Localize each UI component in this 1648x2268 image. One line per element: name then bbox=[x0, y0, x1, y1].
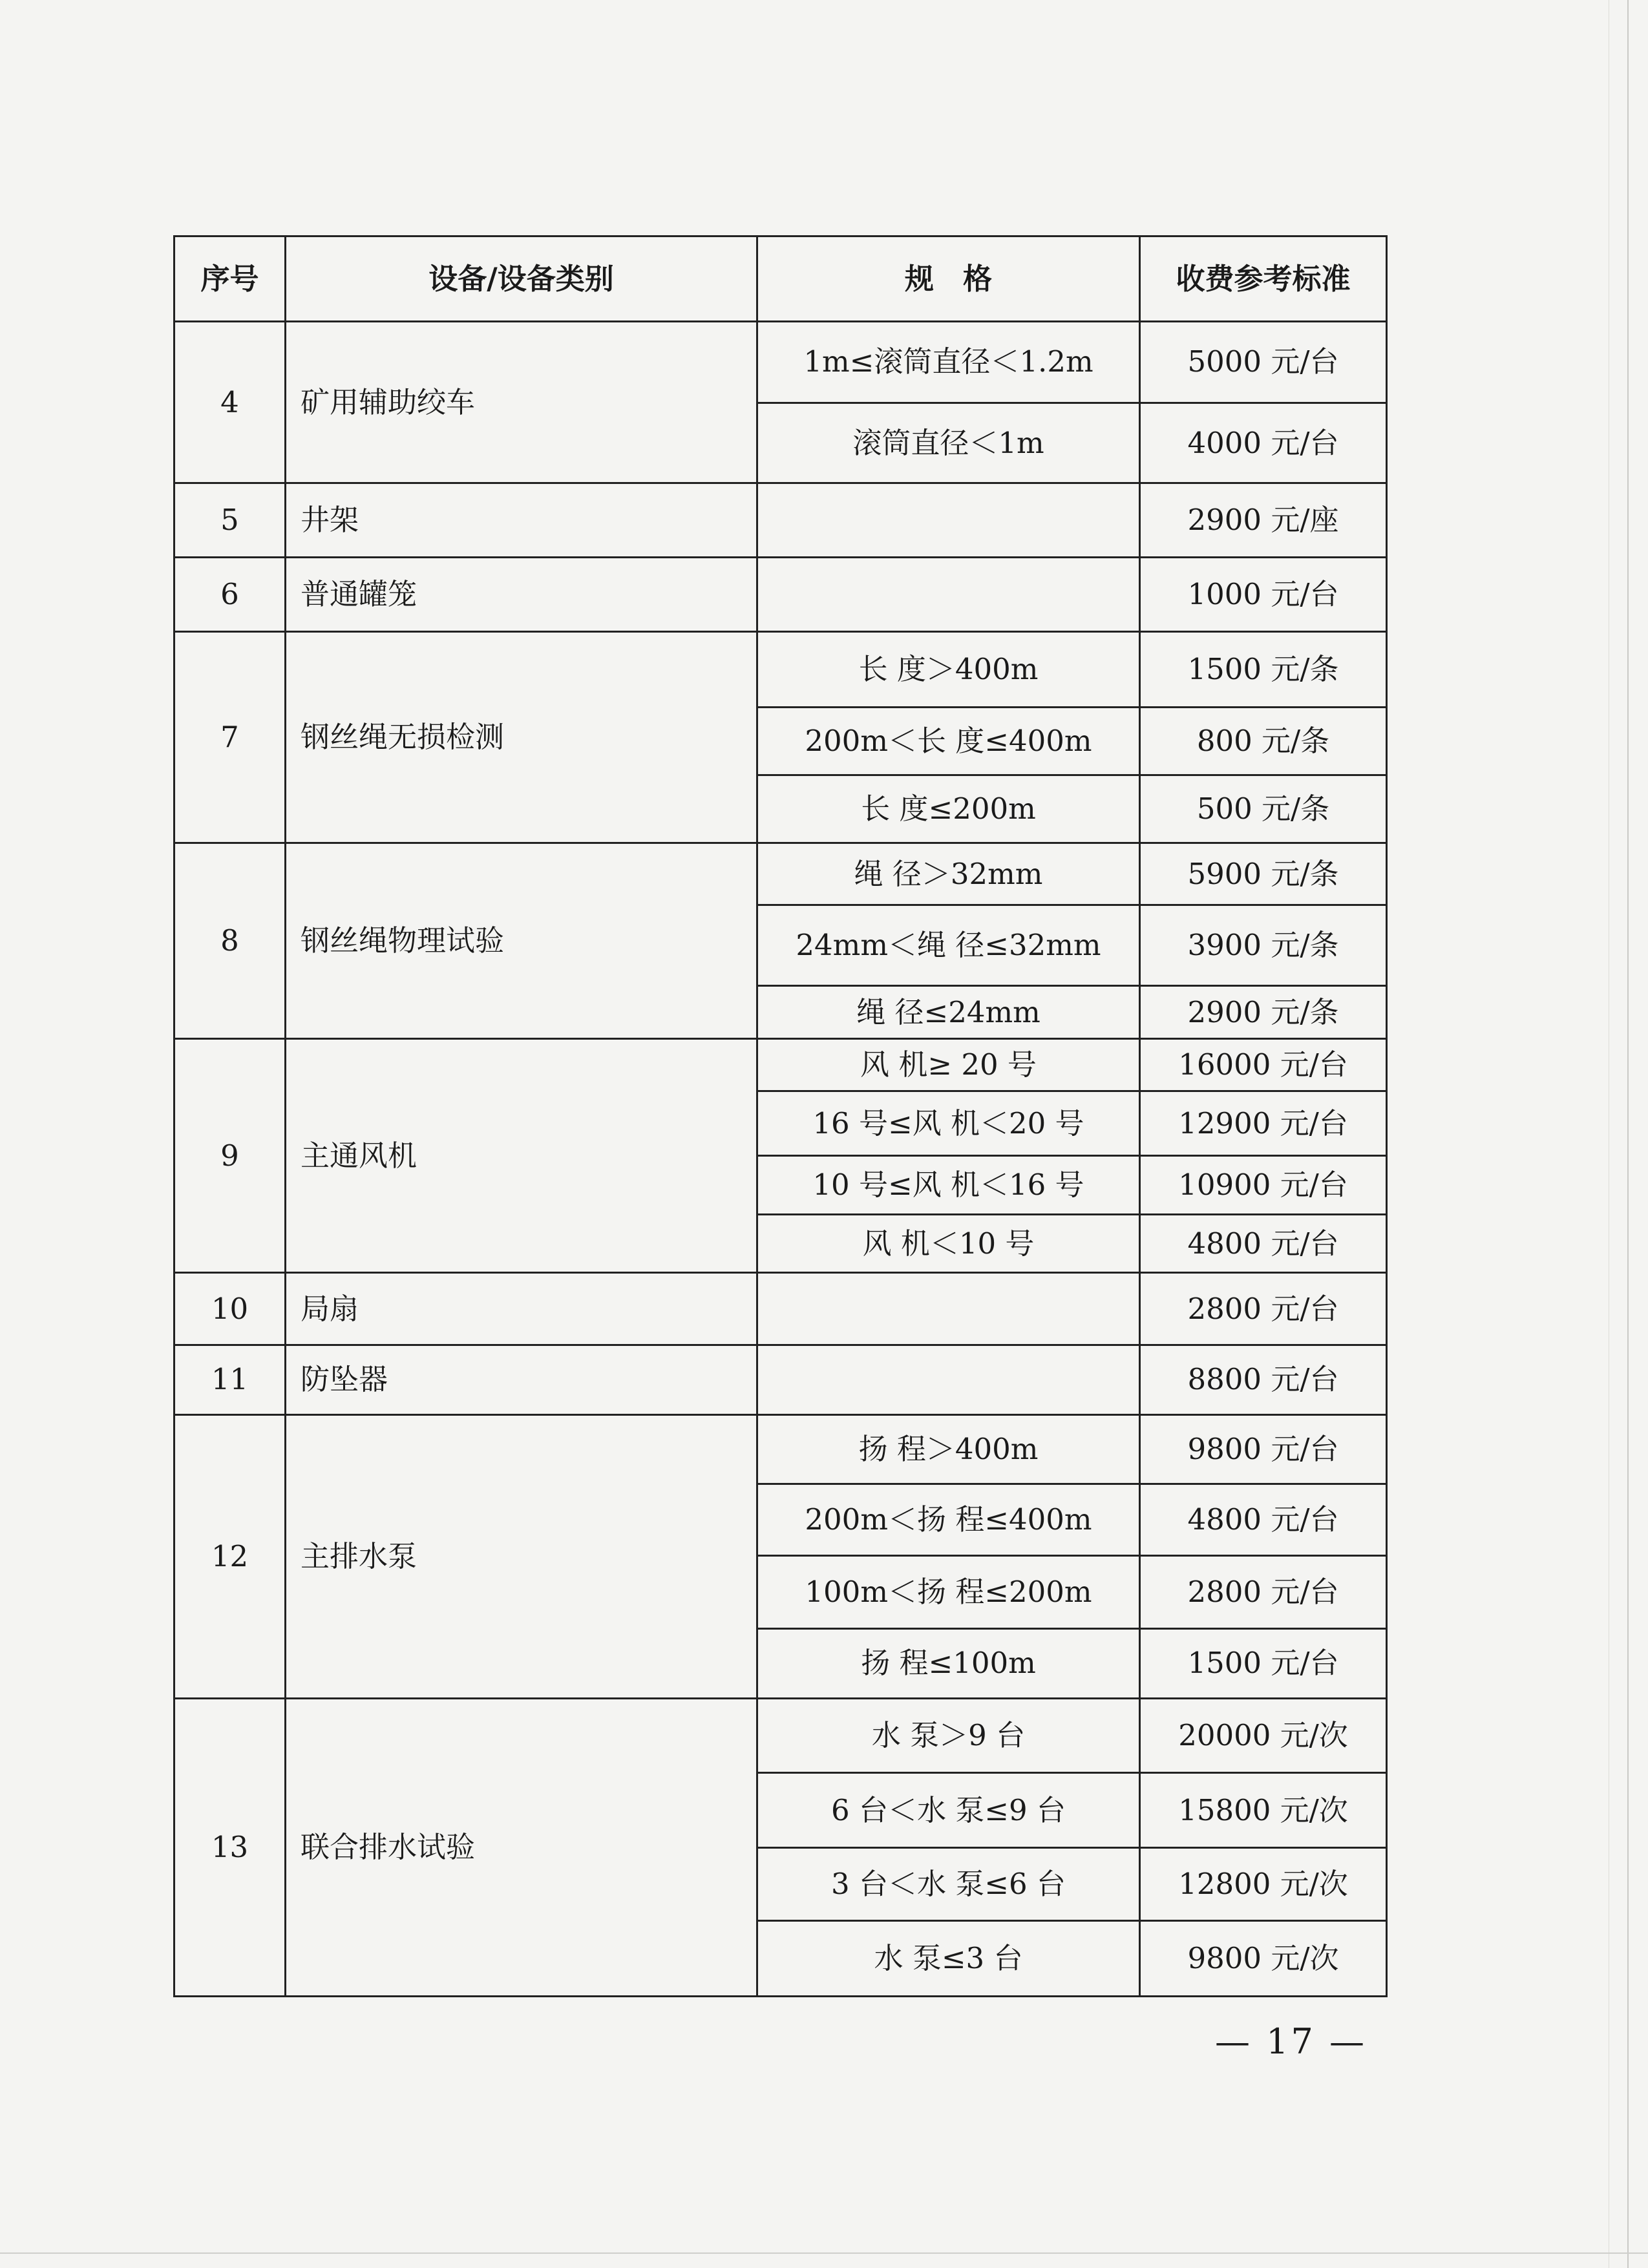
serial-number-cell: 8 bbox=[174, 843, 286, 1039]
page-edge bbox=[0, 2252, 1648, 2254]
serial-number-cell: 9 bbox=[174, 1039, 286, 1273]
header-serial-number: 序号 bbox=[174, 236, 286, 322]
equipment-category-cell: 防坠器 bbox=[286, 1345, 757, 1415]
specification-cell: 长 度＞400m bbox=[757, 631, 1140, 708]
table-row bbox=[174, 322, 1387, 403]
equipment-category-cell: 主通风机 bbox=[286, 1039, 757, 1273]
serial-number-cell: 5 bbox=[174, 483, 286, 558]
serial-number-cell: 10 bbox=[174, 1273, 286, 1345]
page-edge bbox=[1627, 0, 1629, 2268]
specification-cell: 风 机≥ 20 号 bbox=[757, 1039, 1140, 1091]
serial-number-cell: 13 bbox=[174, 1699, 286, 1997]
table-header-row bbox=[174, 236, 1387, 322]
fee-standard-cell: 5900 元/条 bbox=[1140, 843, 1387, 905]
specification-cell: 200m＜长 度≤400m bbox=[757, 708, 1140, 775]
fee-standard-cell: 9800 元/台 bbox=[1140, 1414, 1387, 1484]
fee-standard-cell: 4800 元/台 bbox=[1140, 1484, 1387, 1556]
table-row bbox=[174, 558, 1387, 632]
specification-cell: 100m＜扬 程≤200m bbox=[757, 1555, 1140, 1628]
equipment-category-cell: 主排水泵 bbox=[286, 1414, 757, 1699]
fee-standard-cell: 4800 元/台 bbox=[1140, 1214, 1387, 1273]
specification-cell: 200m＜扬 程≤400m bbox=[757, 1484, 1140, 1556]
specification-cell bbox=[757, 1273, 1140, 1345]
fee-standard-cell: 1000 元/台 bbox=[1140, 558, 1387, 632]
specification-cell: 扬 程＞400m bbox=[757, 1414, 1140, 1484]
fee-standard-cell: 9800 元/次 bbox=[1140, 1921, 1387, 1997]
specification-cell: 6 台＜水 泵≤9 台 bbox=[757, 1772, 1140, 1848]
specification-cell: 1m≤滚筒直径＜1.2m bbox=[757, 322, 1140, 403]
table-row bbox=[174, 1039, 1387, 1091]
header-fee-standard: 收费参考标准 bbox=[1140, 236, 1387, 322]
equipment-category-cell: 井架 bbox=[286, 483, 757, 558]
fee-standard-cell: 1500 元/台 bbox=[1140, 1628, 1387, 1699]
fee-standard-cell: 8800 元/台 bbox=[1140, 1345, 1387, 1415]
equipment-category-cell: 普通罐笼 bbox=[286, 558, 757, 632]
specification-cell: 16 号≤风 机＜20 号 bbox=[757, 1091, 1140, 1156]
fee-standard-cell: 12900 元/台 bbox=[1140, 1091, 1387, 1156]
fee-standard-cell: 2800 元/台 bbox=[1140, 1555, 1387, 1628]
specification-cell bbox=[757, 1345, 1140, 1415]
fee-standard-cell: 16000 元/台 bbox=[1140, 1039, 1387, 1091]
fee-standard-table bbox=[173, 235, 1388, 1997]
specification-cell: 水 泵≤3 台 bbox=[757, 1921, 1140, 1997]
fee-standard-cell: 800 元/条 bbox=[1140, 708, 1387, 775]
fee-standard-cell: 500 元/条 bbox=[1140, 775, 1387, 843]
specification-cell: 滚筒直径＜1m bbox=[757, 403, 1140, 483]
fee-standard-cell: 2900 元/条 bbox=[1140, 985, 1387, 1038]
serial-number-cell: 12 bbox=[174, 1414, 286, 1699]
specification-cell: 水 泵＞9 台 bbox=[757, 1699, 1140, 1773]
table-row bbox=[174, 483, 1387, 558]
header-specification: 规 格 bbox=[757, 236, 1140, 322]
header-equipment-category: 设备/设备类别 bbox=[286, 236, 757, 322]
serial-number-cell: 6 bbox=[174, 558, 286, 632]
equipment-category-cell: 联合排水试验 bbox=[286, 1699, 757, 1997]
specification-cell: 24mm＜绳 径≤32mm bbox=[757, 905, 1140, 986]
specification-cell: 绳 径≤24mm bbox=[757, 985, 1140, 1038]
table-row bbox=[174, 843, 1387, 905]
fee-standard-cell: 12800 元/次 bbox=[1140, 1848, 1387, 1921]
fee-standard-cell: 1500 元/条 bbox=[1140, 631, 1387, 708]
table-body bbox=[174, 322, 1387, 1997]
specification-cell bbox=[757, 483, 1140, 558]
equipment-category-cell: 局扇 bbox=[286, 1273, 757, 1345]
specification-cell: 10 号≤风 机＜16 号 bbox=[757, 1156, 1140, 1215]
serial-number-cell: 4 bbox=[174, 322, 286, 483]
equipment-category-cell: 钢丝绳无损检测 bbox=[286, 631, 757, 843]
specification-cell: 长 度≤200m bbox=[757, 775, 1140, 843]
fee-standard-cell: 20000 元/次 bbox=[1140, 1699, 1387, 1773]
table-row bbox=[174, 1273, 1387, 1345]
fee-standard-cell: 10900 元/台 bbox=[1140, 1156, 1387, 1215]
fee-standard-cell: 4000 元/台 bbox=[1140, 403, 1387, 483]
equipment-category-cell: 钢丝绳物理试验 bbox=[286, 843, 757, 1039]
page-number: — 17 — bbox=[1215, 2021, 1368, 2062]
fee-standard-cell: 5000 元/台 bbox=[1140, 322, 1387, 403]
specification-cell: 扬 程≤100m bbox=[757, 1628, 1140, 1699]
serial-number-cell: 7 bbox=[174, 631, 286, 843]
fee-standard-cell: 3900 元/条 bbox=[1140, 905, 1387, 986]
specification-cell: 风 机＜10 号 bbox=[757, 1214, 1140, 1273]
specification-cell: 3 台＜水 泵≤6 台 bbox=[757, 1848, 1140, 1921]
table-row bbox=[174, 1345, 1387, 1415]
fee-standard-cell: 15800 元/次 bbox=[1140, 1772, 1387, 1848]
table-row bbox=[174, 1699, 1387, 1773]
specification-cell: 绳 径＞32mm bbox=[757, 843, 1140, 905]
table-row bbox=[174, 631, 1387, 708]
fee-standard-cell: 2900 元/座 bbox=[1140, 483, 1387, 558]
table-row bbox=[174, 1414, 1387, 1484]
fee-standard-cell: 2800 元/台 bbox=[1140, 1273, 1387, 1345]
equipment-category-cell: 矿用辅助绞车 bbox=[286, 322, 757, 483]
serial-number-cell: 11 bbox=[174, 1345, 286, 1415]
specification-cell bbox=[757, 558, 1140, 632]
